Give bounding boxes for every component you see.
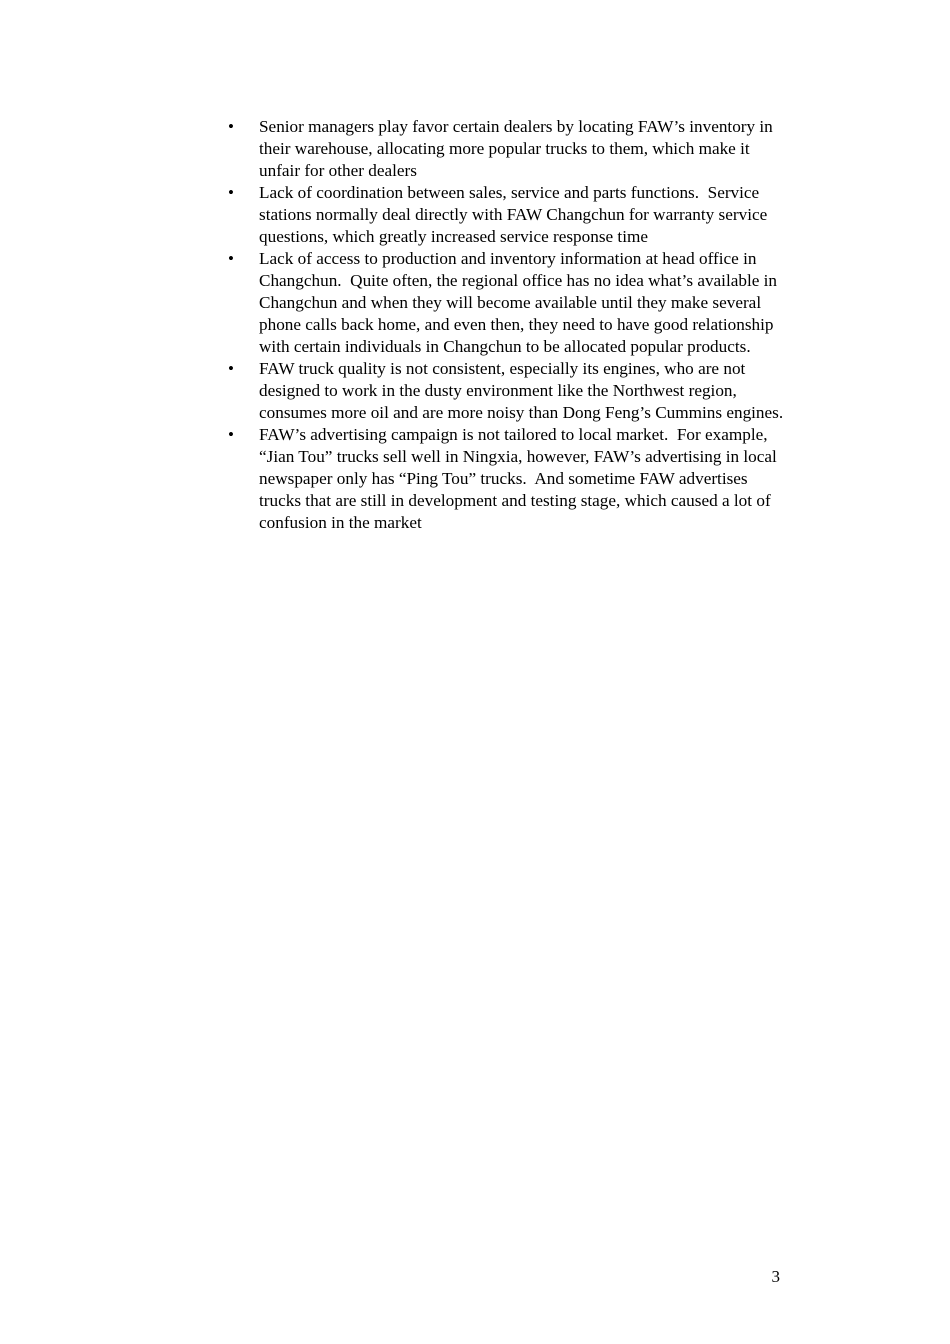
page-number: 3	[771, 1267, 780, 1286]
bullet-icon: •	[228, 425, 234, 444]
bullet-text: Lack of access to production and inventory information at head office in Changchun. Quite often, the regional office has no idea what’s available in Changchun and when they will become available until they make several phone calls back home, and even then, they need to have good relationship with certain individuals in Changchun to be allocated popular products.	[259, 249, 782, 356]
bullet-text: FAW truck quality is not consistent, especially its engines, who are not designed to work in the dusty environment like the Northwest region, consumes more oil and are more noisy than Dong Feng’s Cummins engines.	[259, 359, 784, 422]
bullet-icon: •	[228, 359, 234, 378]
bullet-item-advertising	[226, 424, 786, 534]
bullet-item-coordination	[226, 182, 786, 248]
bullet-list	[226, 116, 786, 534]
bullet-icon: •	[228, 249, 234, 268]
bullet-item-quality	[226, 358, 786, 424]
bullet-text: Lack of coordination between sales, service and parts functions. Service stations normally deal directly with FAW Changchun for warranty service questions, which greatly increased service response time	[259, 183, 772, 246]
bullet-text: Senior managers play favor certain dealers by locating FAW’s inventory in their warehouse, allocating more popular trucks to them, which make it unfair for other dealers	[259, 117, 778, 180]
bullet-item-favoritism	[226, 116, 786, 182]
bullet-icon: •	[228, 117, 234, 136]
bullet-icon: •	[228, 183, 234, 202]
bullet-text: FAW’s advertising campaign is not tailored to local market. For example, “Jian Tou” trucks sell well in Ningxia, however, FAW’s advertising in local newspaper only has “Ping Tou” trucks. And sometime FAW advertises trucks that are still in development and testing stage, which caused a lot of confusion in the market	[259, 425, 782, 532]
bullet-item-information-access	[226, 248, 786, 358]
